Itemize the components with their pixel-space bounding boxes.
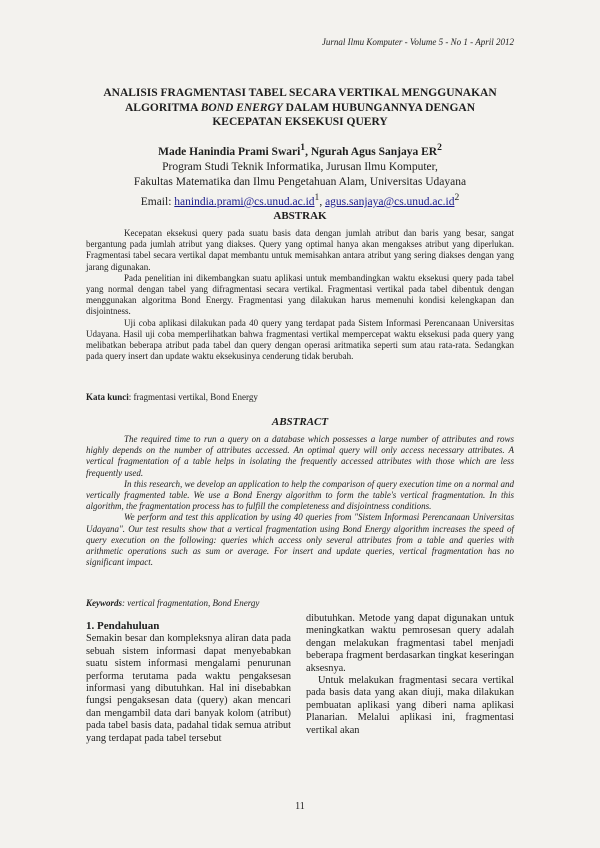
keywords-value: : vertical fragmentation, Bond Energy [122,598,260,608]
abstract-paragraph-2: In this research, we develop an application to help the comparison of query execution time on a normal and vertically fragmented table. We use a Bond Energy algorithm to form the table's vertical fragmentation. In this algorithm, the fragmentation process has to fulfill the completeness and disjointness conditions. [86,478,514,512]
abstrak-paragraph-3: Uji coba aplikasi dilakukan pada 40 query yang terdapat pada Sistem Informasi Perencanaan Universitas Udayana. Hasil uji coba memperlihatkan bahwa fragmentasi vertikal mempercepat waktu eksekusi pada query yang melibatkan beberapa atribut pada tabel dan query dengan operasi aritmatika seperti sum atau rata-rata. Sedangkan pada query insert dan update waktu eksekusinya cenderung tidak berubah. [86,317,514,362]
affiliation-2: Fakultas Matematika dan Ilmu Pengetahuan Alam, Universitas Udayana [133,175,467,188]
title-line-3: KECEPATAN EKSEKUSI QUERY [212,116,388,128]
body-column-left [86,620,291,745]
email-link-1[interactable]: hanindia.prami@cs.unud.ac.id [174,195,315,208]
kata-kunci [86,392,514,402]
author-1-sup: 1 [300,142,306,153]
abstract-heading: ABSTRACT [271,416,329,428]
email-sup-1: 1 [314,191,320,203]
body-left-paragraph-1: Semakin besar dan kompleksnya aliran data pada sebuah sistem informasi dapat menyebabkan suatu sistem informasi mengalami penurunan performa terutama pada waktu pengaksesan informasi yang dibutuhkan. Hal ini disebabkan fungsi pengaksesan data (query) akan mencari dan mengambil data dari banyak kolom (atribut) pada tabel basis data, padahal tidak semua atribut yang terdapat pada tabel tersebut [86,633,291,744]
section-heading: 1. Pendahuluan [86,620,160,632]
abstract-body [86,434,514,568]
keywords-label: Keywords [86,598,122,608]
body-column-right [306,613,514,737]
abstrak-paragraph-1: Kecepatan eksekusi query pada suatu basis data dengan jumlah atribut dan baris yang besar, sangat bergantung pada jumlah atribut yang diakses. Query yang optimal hanya akan mengakses atribut yang diperlukan. Fragmentasi tabel secara vertikal dapat membantu untuk memisahkan antara atribut yang sering diakses dengan yang jarang digunakan. [86,228,514,272]
author-sep: , [305,145,311,158]
title-line-2-pre: ALGORITMA [124,101,201,114]
running-head: Jurnal Ilmu Komputer - Volume 5 - No 1 - April 2012 [321,37,514,47]
abstrak-body [86,228,514,362]
abstrak-paragraph-2: Pada penelitian ini dikembangkan suatu aplikasi untuk membandingkan waktu eksekusi query pada tabel yang normal dengan tabel yang difragmentasi secara vertikal. Fragmentasi vertikal pada tabel dibentuk dengan menggunakan algoritma Bond Energy. Fragmentasi yang dilakukan harus memenuhi kondisi kelengkapan dan disjointness. [86,272,514,317]
abstrak-heading: ABSTRAK [273,210,327,222]
page-number: 11 [295,801,305,812]
email-sup-2: 2 [454,191,460,203]
kata-kunci-value: : fragmentasi vertikal, Bond Energy [128,392,258,402]
title-line-2 [80,101,520,116]
title-line-2-em: BOND ENERGY [200,101,283,114]
author-2-sup: 2 [437,142,442,153]
abstract-paragraph-1: The required time to run a query on a database which possesses a large number of attributes and rows highly depends on the number of attributes accessed. An optimal query will only access necessary attributes. A vertical fragmentation of a table helps in isolating the frequently accessed attributes with those which are less frequently used. [86,434,514,478]
abstract-paragraph-3: We perform and test this application by using 40 queries from "Sistem Informasi Perencanaan Universitas Udayana". Our test results show that a vertical fragmentation using Bond Energy algorithm increases the speed of query execution on the following: queries which access only several attributes from a table and queries with arithmetic operations such as sum or average. For insert and update queries, vertical fragmentation has no significant impact. [86,512,514,568]
paper-title [80,86,520,130]
author-block [80,140,520,210]
email-label: Email: [140,195,175,208]
author-2: Ngurah Agus Sanjaya ER [310,145,438,158]
email-link-2[interactable]: agus.sanjaya@cs.unud.ac.id [325,195,455,208]
affiliation-1: Program Studi Teknik Informatika, Jurusan Ilmu Komputer, [162,160,438,173]
keywords [86,598,514,608]
author-names [80,140,520,160]
author-1: Made Hanindia Prami Swari [158,145,301,158]
title-line-1: ANALISIS FRAGMENTASI TABEL SECARA VERTIKAL MENGGUNAKAN [103,87,497,99]
body-right-paragraph-1: dibutuhkan. Metode yang dapat digunakan untuk meningkatkan waktu pemrosesan query adalah dengan melakukan fragmentasi tabel menjadi beberapa fragment berdasarkan tingkat keseringan aksesnya. [306,613,514,674]
kata-kunci-label: Kata kunci [86,392,129,402]
email-line [80,190,520,210]
email-sep: , [319,195,326,208]
body-right-paragraph-2: Untuk melakukan fragmentasi secara vertikal pada basis data yang akan diuji, maka dilakukan pembuatan aplikasi yang diberi nama aplikasi Planarian. Melalui aplikasi ini, fragmentasi vertikal akan [306,675,514,736]
title-line-2-post: DALAM HUBUNGANNYA DENGAN [282,101,476,114]
